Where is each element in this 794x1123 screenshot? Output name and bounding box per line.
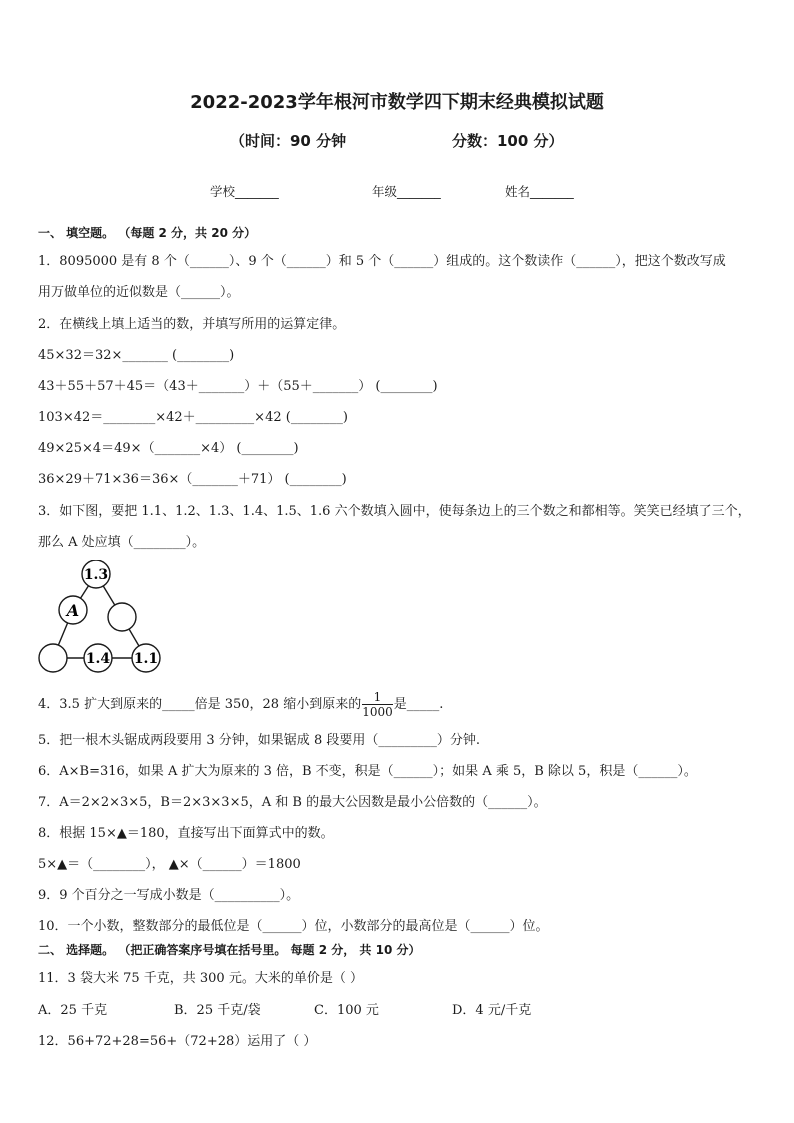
question-2-item-1: 45×32＝32×_______ (________) bbox=[38, 348, 235, 363]
question-12: 12．56+72+28=56+（72+28）运用了（ ） bbox=[38, 1034, 317, 1049]
section1-heading: 一、 填空题。 （每题 2 分，共 20 分） bbox=[38, 226, 257, 240]
fraction-numerator: 1 bbox=[362, 690, 393, 705]
school-field: 学校_______ bbox=[210, 184, 279, 199]
label-a: A bbox=[66, 601, 80, 620]
question-10: 10．一个小数，整数部分的最低位是（______）位，小数部分的最高位是（______）位。 bbox=[38, 919, 549, 934]
question-2-item-4: 49×25×4＝49×（_______×4） (________) bbox=[38, 441, 299, 456]
question-7: 7．A＝2×2×3×5，B＝2×3×3×5，A 和 B 的最大公因数是最小公倍数的（______）。 bbox=[38, 795, 547, 810]
question-2: 2．在横线上填上适当的数，并填写所用的运算定律。 bbox=[38, 317, 346, 332]
grade-field: 年级_______ bbox=[372, 184, 441, 199]
question-2-item-3: 103×42＝________×42＋_________×42 (________) bbox=[38, 410, 348, 425]
circle-bottom-left bbox=[39, 644, 67, 672]
exam-score: 分数：100 分） bbox=[452, 132, 564, 150]
question-11-option-b: B．25 千克/袋 bbox=[174, 1003, 261, 1018]
question-1-line1: 1．8095000 是有 8 个（______）、9 个（______）和 5 个（______）组成的。这个数读作（______），把这个数改写成 bbox=[38, 254, 726, 269]
question-5: 5．把一根木头锯成两段要用 3 分钟，如果锯成 8 段要用（_________）分钟. bbox=[38, 733, 480, 748]
question-11-option-d: D．4 元/千克 bbox=[452, 1003, 532, 1018]
question-2-item-2: 43＋55＋57＋45＝（43＋_______）＋（55＋_______） (________) bbox=[38, 379, 438, 394]
exam-time: （时间：90 分钟 bbox=[230, 132, 347, 150]
label-bottom-mid: 1.4 bbox=[85, 651, 111, 667]
label-bottom-right: 1.1 bbox=[133, 651, 159, 667]
question-3-line1: 3．如下图，要把 1.1、1.2、1.3、1.4、1.5、1.6 六个数填入圆中，使每条边上的三个数之和都相等。笑笑已经填了三个， bbox=[38, 504, 751, 519]
question-4-post: 是_____. bbox=[393, 697, 444, 712]
question-3-line2: 那么 A 处应填（________）。 bbox=[38, 535, 206, 550]
question-9: 9．9 个百分之一写成小数是（__________）。 bbox=[38, 888, 300, 903]
fraction bbox=[362, 690, 393, 719]
exam-subtitle bbox=[230, 130, 564, 151]
triangle-circle-diagram bbox=[36, 560, 166, 678]
question-2-item-5: 36×29＋71×36＝36×（_______＋71） (________) bbox=[38, 472, 347, 487]
question-11: 11．3 袋大米 75 千克，共 300 元。大米的单价是（ ） bbox=[38, 971, 363, 986]
question-1-line2: 用万做单位的近似数是（______）。 bbox=[38, 285, 240, 300]
exam-title: 2022-2023学年根河市数学四下期末经典模拟试题 bbox=[190, 92, 604, 113]
section2-heading: 二、 选择题。 （把正确答案序号填在括号里。 每题 2 分， 共 10 分） bbox=[38, 943, 421, 957]
question-11-option-c: C．100 元 bbox=[314, 1003, 379, 1018]
question-8-sub: 5×▲＝（________）， ▲×（______）＝1800 bbox=[38, 857, 301, 872]
name-field: 姓名_______ bbox=[505, 184, 574, 199]
circle-right-mid bbox=[108, 603, 136, 631]
question-8: 8．根据 15×▲＝180，直接写出下面算式中的数。 bbox=[38, 826, 334, 841]
question-11-option-a: A．25 千克 bbox=[38, 1003, 108, 1018]
question-6: 6．A×B=316，如果 A 扩大为原来的 3 倍，B 不变，积是（______）；如果 A 乘 5，B 除以 5，积是（______）。 bbox=[38, 764, 697, 779]
fraction-denominator: 1000 bbox=[362, 705, 393, 719]
question-4 bbox=[38, 690, 443, 719]
label-top: 1.3 bbox=[83, 567, 109, 583]
question-4-pre: 4．3.5 扩大到原来的_____倍是 350，28 缩小到原来的 bbox=[38, 697, 362, 712]
